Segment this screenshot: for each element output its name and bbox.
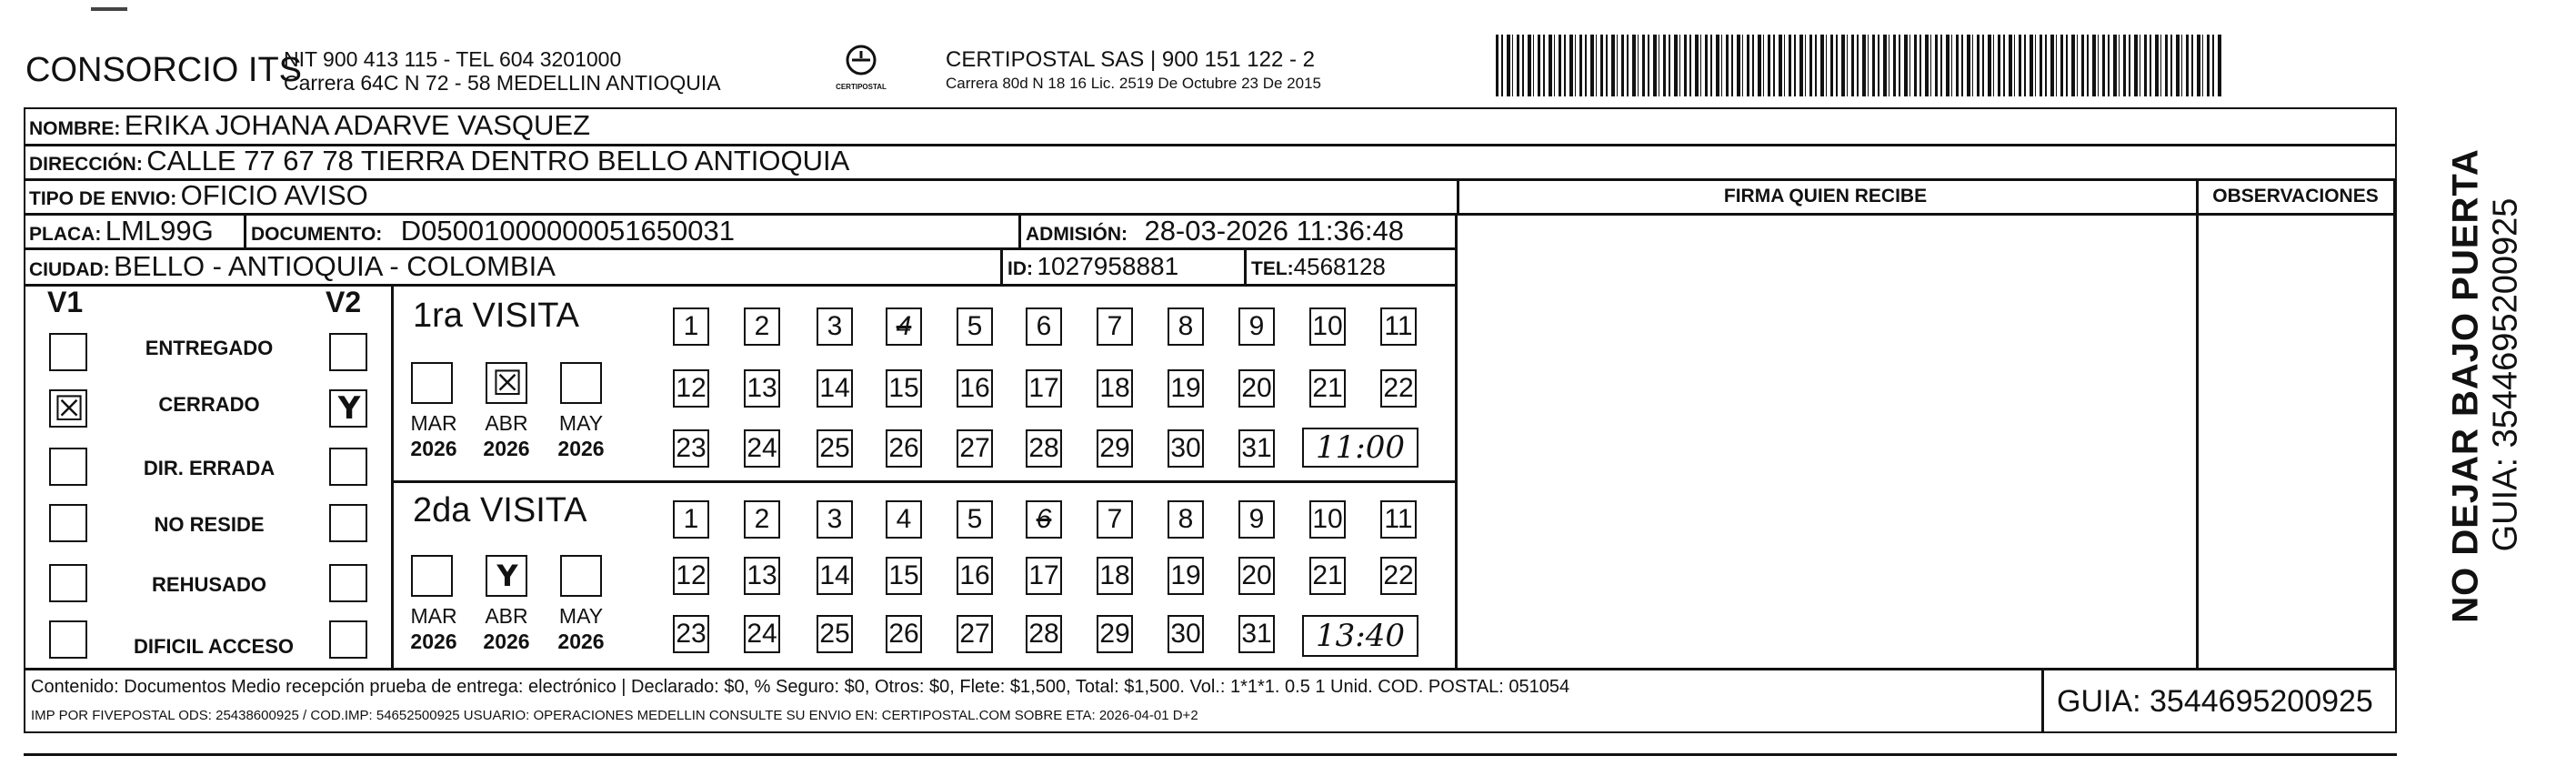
first-month-abr-label: ABR: [485, 411, 528, 435]
footer-guia: GUIA: 3544695200925: [2057, 684, 2373, 719]
first-visit-day-15-box[interactable]: 15: [886, 369, 922, 408]
placa-value: LML99G: [105, 215, 214, 247]
second-visit-day-23-box[interactable]: 23: [673, 615, 709, 653]
first-visit-day-30-box[interactable]: 30: [1168, 429, 1204, 468]
ciudad-cell: [29, 250, 556, 283]
ciudad-label: CIUDAD:: [29, 259, 110, 280]
v2-entregado-checkbox[interactable]: [329, 333, 367, 371]
second-visit-day-26-box[interactable]: 26: [886, 615, 922, 653]
rule: [1244, 249, 1247, 284]
placa-label: PLACA:: [29, 224, 102, 245]
second-year-mar-label: 2026: [410, 630, 457, 653]
second-visit-day-11-box[interactable]: 11: [1380, 500, 1417, 539]
second-visit-day-4-box[interactable]: 4: [886, 500, 922, 539]
status-label-dificil-acceso: DIFICIL ACCESO: [133, 635, 294, 658]
ciudad-value: BELLO - ANTIOQUIA - COLOMBIA: [114, 250, 556, 282]
second-visit-day-8-box[interactable]: 8: [1168, 500, 1204, 539]
second-visit-day-13-box[interactable]: 13: [744, 557, 780, 595]
admision-label: ADMISIÓN:: [1026, 224, 1128, 245]
id-label: ID:: [1007, 258, 1033, 279]
rule: [24, 178, 2397, 181]
second-visit-day-18-box[interactable]: 18: [1097, 557, 1133, 595]
v2-header: V2: [326, 286, 362, 318]
first-visit-month-may-checkbox[interactable]: [560, 362, 602, 404]
second-visit-month-abr-checkbox[interactable]: [486, 555, 527, 597]
rule: [244, 213, 246, 247]
rule: [391, 284, 394, 668]
second-visit-time-handwritten: 13:40: [1302, 615, 1418, 657]
handwritten-y-mark: Y: [496, 559, 518, 593]
rule: [1000, 249, 1003, 284]
first-visit-time-handwritten: 11:00: [1302, 428, 1418, 468]
status-label-entregado: ENTREGADO: [145, 337, 274, 359]
rule: [1018, 213, 1021, 247]
nit-line: NIT 900 413 115 - TEL 604 3201000: [284, 47, 622, 71]
rule: [391, 480, 1455, 483]
handwritten-x-mark: ☒: [491, 363, 524, 403]
admision-cell: [1026, 215, 1404, 247]
second-visit-month-may-checkbox[interactable]: [560, 555, 602, 597]
second-visit-day-28-box[interactable]: 28: [1026, 615, 1062, 653]
admision-value: 28-03-2026 11:36:48: [1144, 215, 1405, 247]
second-visit-day-19-box[interactable]: 19: [1168, 557, 1204, 595]
first-visit-title: 1ra VISITA: [413, 297, 580, 335]
second-visit-day-10-box[interactable]: 10: [1309, 500, 1346, 539]
first-visit-day-22-box[interactable]: 22: [1380, 369, 1417, 408]
v1-header: V1: [47, 286, 84, 318]
second-year-may-label: 2026: [557, 630, 605, 653]
rule: [1455, 213, 1458, 668]
first-visit-day-14-box[interactable]: 14: [817, 369, 853, 408]
first-visit-day-5-box[interactable]: 5: [957, 307, 993, 346]
v1-rehusado-checkbox[interactable]: [49, 564, 87, 602]
logo-text: CERTIPOSTAL: [836, 83, 887, 91]
first-visit-day-8-box[interactable]: 8: [1168, 307, 1204, 346]
tel-cell: [1251, 250, 1386, 283]
tel-label: TEL:: [1251, 258, 1294, 279]
nombre-label: NOMBRE:: [29, 118, 121, 139]
v1-dir-errada-checkbox[interactable]: [49, 448, 87, 486]
first-month-may-label: MAY: [558, 411, 604, 435]
status-label-dir-errada: DIR. ERRADA: [143, 457, 276, 479]
first-visit-day-1-box[interactable]: 1: [673, 307, 709, 346]
status-label-no-reside: NO RESIDE: [154, 513, 265, 536]
first-visit-month-mar-checkbox[interactable]: [411, 362, 453, 404]
first-year-mar-label: 2026: [410, 437, 457, 460]
second-visit-title: 2da VISITA: [413, 491, 587, 529]
first-visit-day-4-box[interactable]: 4: [886, 307, 922, 346]
documento-cell: [251, 215, 735, 247]
first-visit-day-2-box[interactable]: 2: [744, 307, 780, 346]
first-visit-day-13-box[interactable]: 13: [744, 369, 780, 408]
tel-value: 4568128: [1293, 253, 1386, 280]
firma-label: FIRMA QUIEN RECIBE: [1723, 186, 1928, 207]
second-visit-day-2-box[interactable]: 2: [744, 500, 780, 539]
documento-label: DOCUMENTO:: [251, 224, 383, 245]
v2-dir-errada-checkbox[interactable]: [329, 448, 367, 486]
status-label-rehusado: REHUSADO: [152, 573, 266, 596]
nombre-row: [29, 109, 590, 142]
placa-cell: [29, 215, 214, 247]
first-visit-day-27-box[interactable]: 27: [957, 429, 993, 468]
first-visit-day-18-box[interactable]: 18: [1097, 369, 1133, 408]
address-line: Carrera 64C N 72 - 58 MEDELLIN ANTIOQUIA: [284, 71, 721, 95]
second-visit-day-12-box[interactable]: 12: [673, 557, 709, 595]
first-visit-day-29-box[interactable]: 29: [1097, 429, 1133, 468]
second-visit-day-9-box[interactable]: 9: [1238, 500, 1275, 539]
first-visit-day-11-box[interactable]: 11: [1380, 307, 1417, 346]
second-visit-day-22-box[interactable]: 22: [1380, 557, 1417, 595]
second-visit-day-31-box[interactable]: 31: [1238, 615, 1275, 653]
first-visit-day-12-box[interactable]: 12: [673, 369, 709, 408]
direccion-row: [29, 145, 849, 177]
second-visit-day-25-box[interactable]: 25: [817, 615, 853, 653]
certipostal-line2: Carrera 80d N 18 16 Lic. 2519 De Octubre 23 De 2015: [946, 75, 1321, 92]
first-visit-day-24-box[interactable]: 24: [744, 429, 780, 468]
footer-imp: IMP POR FIVEPOSTAL ODS: 25438600925 / COD.IMP: 54652500925 USUARIO: OPERACIONES MEDELLIN CONSULTE SU ENVIO EN: CERTIPOSTAL.COM SOBRE ETA: 2026-04-01 D+2: [31, 708, 1198, 723]
documento-value: D05001000000051650031: [400, 215, 735, 247]
first-visit-day-6-box[interactable]: 6: [1026, 307, 1062, 346]
first-visit-day-3-box[interactable]: 3: [817, 307, 853, 346]
second-month-may-label: MAY: [558, 604, 604, 628]
certipostal-logo-icon: [843, 42, 879, 78]
tipo-row: [29, 179, 368, 212]
first-visit-day-31-box[interactable]: 31: [1238, 429, 1275, 468]
id-cell: [1007, 250, 1178, 283]
first-visit-day-17-box[interactable]: 17: [1026, 369, 1062, 408]
id-value: 1027958881: [1037, 252, 1179, 280]
certipostal-line1: CERTIPOSTAL SAS | 900 151 122 - 2: [946, 47, 1315, 72]
second-visit-day-24-box[interactable]: 24: [744, 615, 780, 653]
certipostal-logo: [829, 42, 893, 98]
second-visit-day-27-box[interactable]: 27: [957, 615, 993, 653]
v1-no-reside-checkbox[interactable]: [49, 504, 87, 542]
handwritten-x-mark: ☒: [53, 388, 85, 428]
second-visit-day-14-box[interactable]: 14: [817, 557, 853, 595]
second-visit-month-mar-checkbox[interactable]: [411, 555, 453, 597]
second-visit-day-17-box[interactable]: 17: [1026, 557, 1062, 595]
v2-dificil-acceso-checkbox[interactable]: [329, 620, 367, 659]
first-visit-day-21-box[interactable]: 21: [1309, 369, 1346, 408]
first-visit-day-19-box[interactable]: 19: [1168, 369, 1204, 408]
first-visit-day-20-box[interactable]: 20: [1238, 369, 1275, 408]
second-visit-day-29-box[interactable]: 29: [1097, 615, 1133, 653]
v1-entregado-checkbox[interactable]: [49, 333, 87, 371]
second-visit-day-6-box[interactable]: 6: [1026, 500, 1062, 539]
v2-rehusado-checkbox[interactable]: [329, 564, 367, 602]
first-visit-day-9-box[interactable]: 9: [1238, 307, 1275, 346]
first-year-abr-label: 2026: [483, 437, 530, 460]
first-visit-day-28-box[interactable]: 28: [1026, 429, 1062, 468]
second-visit-day-20-box[interactable]: 20: [1238, 557, 1275, 595]
v2-cerrado-checkbox[interactable]: [329, 389, 367, 428]
second-visit-day-3-box[interactable]: 3: [817, 500, 853, 539]
tipo-value: OFICIO AVISO: [180, 179, 368, 211]
company-name: CONSORCIO ITS: [25, 51, 303, 89]
barcode: [1496, 35, 2223, 96]
second-visit-day-7-box[interactable]: 7: [1097, 500, 1133, 539]
first-year-may-label: 2026: [557, 437, 605, 460]
outer-bottom-line: [24, 753, 2397, 756]
v2-no-reside-checkbox[interactable]: [329, 504, 367, 542]
first-visit-day-10-box[interactable]: 10: [1309, 307, 1346, 346]
first-visit-day-23-box[interactable]: 23: [673, 429, 709, 468]
first-visit-day-25-box[interactable]: 25: [817, 429, 853, 468]
first-visit-day-7-box[interactable]: 7: [1097, 307, 1133, 346]
rule: [2393, 180, 2396, 668]
side-no-dejar-text: NO DEJAR BAJO PUERTA: [2445, 148, 2486, 623]
v1-dificil-acceso-checkbox[interactable]: [49, 620, 87, 659]
status-label-cerrado: CERRADO: [158, 393, 260, 416]
second-year-abr-label: 2026: [483, 630, 530, 653]
footer-contenido: Contenido: Documentos Medio recepción prueba de entrega: electrónico | Declarado: $0, % Seguro: $0, Otros: $0, Flete: $1,500, Total: $1,500. Vol.: 1*1*1. 0.5 1 Unid. COD. POSTAL: 051054: [31, 677, 1570, 697]
first-month-mar-label: MAR: [410, 411, 457, 435]
rule: [24, 284, 1456, 287]
nombre-value: ERIKA JOHANA ADARVE VASQUEZ: [124, 109, 591, 141]
side-guia-text: GUIA: 3544695200925: [2486, 197, 2525, 552]
second-visit-day-5-box[interactable]: 5: [957, 500, 993, 539]
observaciones-label: OBSERVACIONES: [2212, 186, 2379, 207]
rule: [2041, 670, 2044, 733]
tipo-label: TIPO DE ENVIO:: [29, 188, 177, 209]
second-month-abr-label: ABR: [485, 604, 528, 628]
rule: [2196, 180, 2199, 668]
second-visit-day-16-box[interactable]: 16: [957, 557, 993, 595]
direccion-value: CALLE 77 67 78 TIERRA DENTRO BELLO ANTIOQUIA: [146, 145, 850, 176]
second-visit-day-30-box[interactable]: 30: [1168, 615, 1204, 653]
handwritten-y-mark: Y: [337, 390, 361, 427]
v1-cerrado-checkbox[interactable]: [49, 389, 87, 428]
second-visit-day-21-box[interactable]: 21: [1309, 557, 1346, 595]
second-visit-day-15-box[interactable]: 15: [886, 557, 922, 595]
direccion-label: DIRECCIÓN:: [29, 154, 143, 175]
first-visit-day-26-box[interactable]: 26: [886, 429, 922, 468]
scan-mark: [91, 7, 127, 11]
second-month-mar-label: MAR: [410, 604, 457, 628]
second-visit-day-1-box[interactable]: 1: [673, 500, 709, 539]
first-visit-day-16-box[interactable]: 16: [957, 369, 993, 408]
first-visit-month-abr-checkbox[interactable]: [486, 362, 527, 404]
